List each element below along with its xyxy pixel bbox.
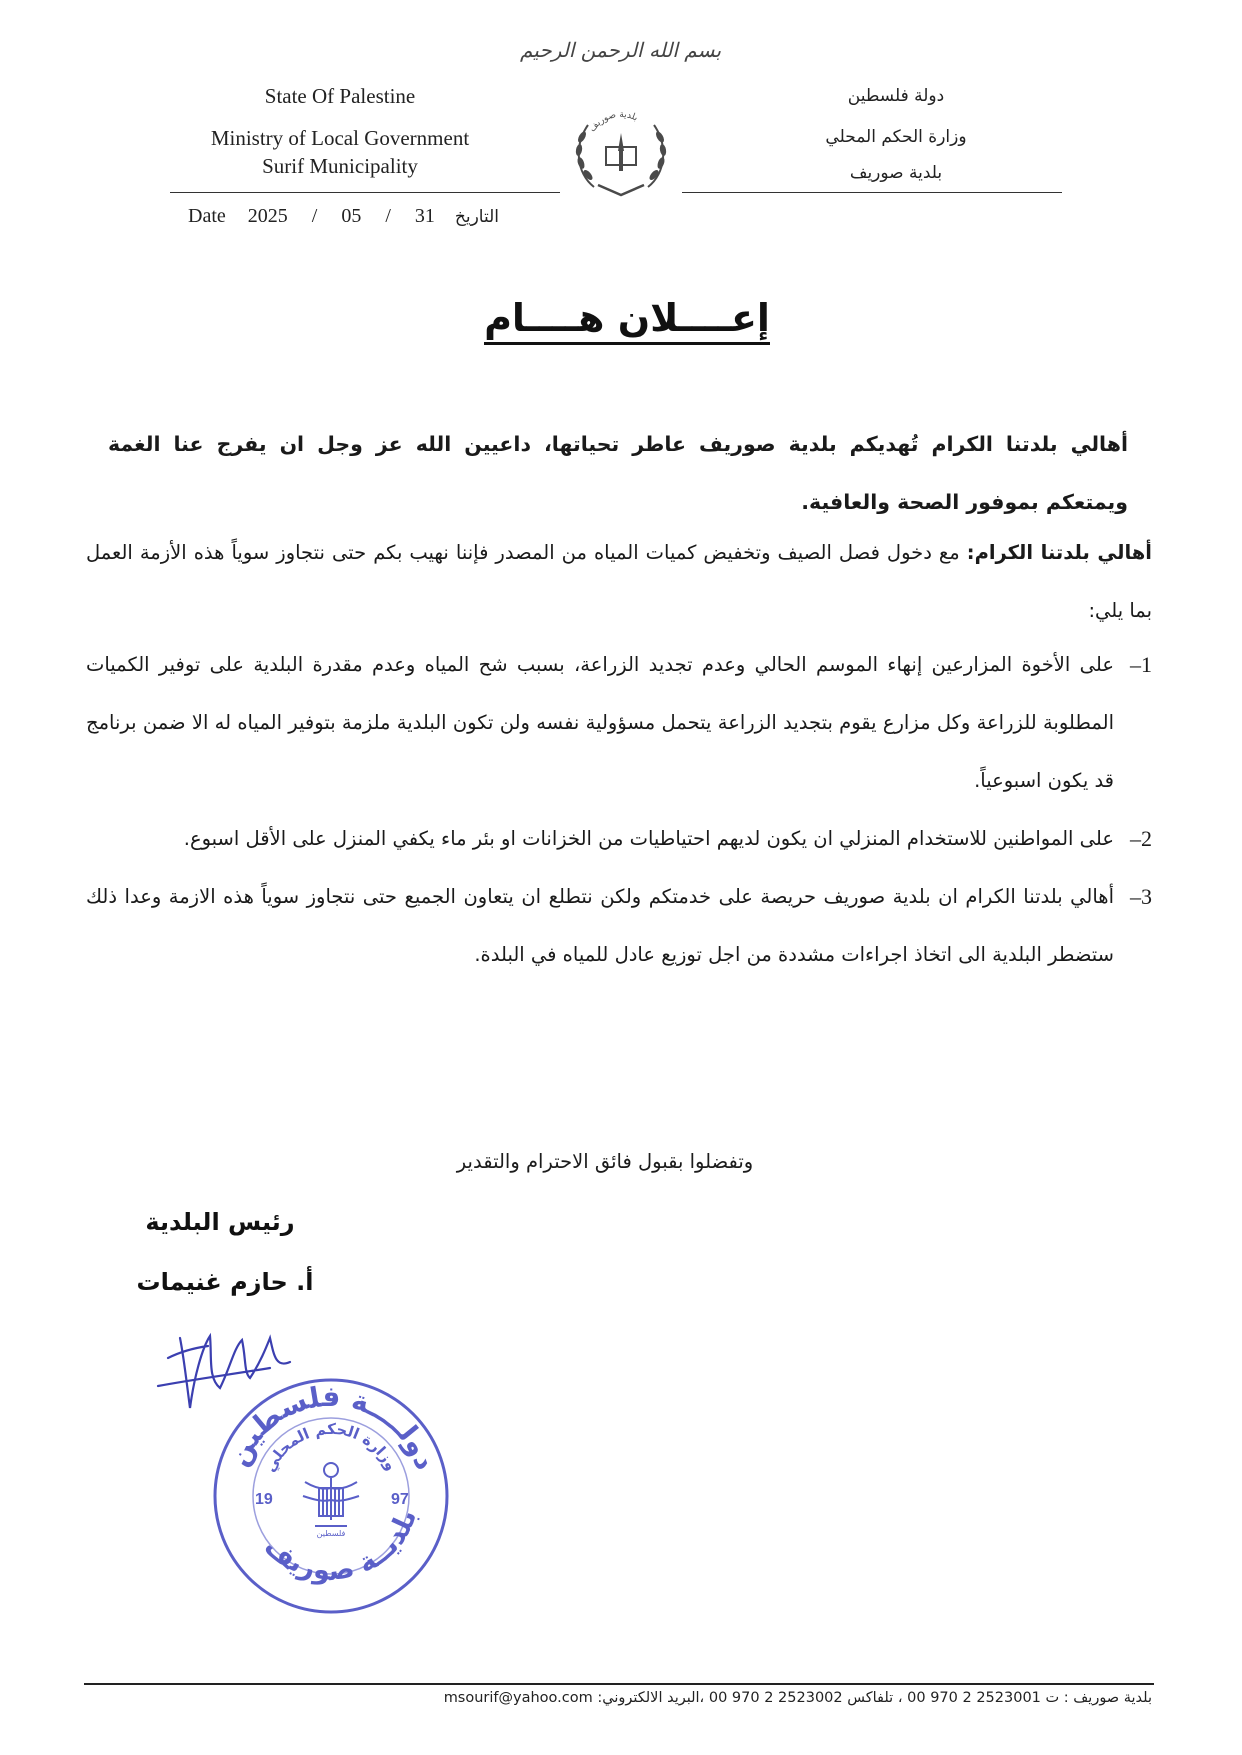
header-en-state: State Of Palestine: [264, 84, 416, 108]
header-rule-right: [682, 192, 1062, 193]
item-text: على المواطنين للاستخدام المنزلي ان يكون لديهم احتياطيات من الخزانات او بئر ماء يكفي المنزل على الأقل اسبوع.: [183, 827, 1114, 850]
municipality-logo-icon: [566, 95, 676, 205]
stamp-year-left: 19: [255, 1491, 273, 1508]
eagle-emblem-icon: [303, 1463, 359, 1526]
header-en-municipality: Surif Municipality: [262, 154, 418, 178]
footer-rule: [84, 1683, 1154, 1685]
signatory-role: رئيس البلدية: [145, 1208, 295, 1236]
svg-text:بلدية صوريف: [588, 110, 640, 134]
greeting-paragraph: أهالي بلدتنا الكرام تُهديكم بلدية صوريف عاطر تحياتها، داعيين الله عز وجل ان يفرج عنا الغمة ويمتعكم بموفور الصحة والعافية.: [108, 432, 1128, 514]
title-wrap: [0, 296, 1242, 345]
items-list: [86, 636, 1152, 984]
header-ar-ministry: وزارة الحكم المحلي: [825, 127, 967, 147]
closing-line: وتفضلوا بقبول فائق الاحترام والتقدير: [456, 1150, 754, 1173]
date-sep-1: /: [311, 205, 318, 227]
date-label-en: Date: [188, 205, 226, 227]
intro-lead: أهالي بلدتنا الكرام:: [966, 541, 1152, 564]
list-item: [86, 636, 1152, 810]
list-item: [86, 810, 1152, 868]
item-number: 2–: [1130, 826, 1152, 851]
intro-paragraph: [86, 524, 1152, 640]
date-month: 05: [341, 205, 362, 227]
announcement-title: إعــــلان هــــام: [484, 296, 770, 345]
date-year: 2025: [247, 205, 288, 227]
stamp-year-right: 97: [391, 1491, 409, 1508]
header-ar-municipality: بلدية صوريف: [849, 163, 943, 183]
official-stamp: [205, 1370, 457, 1622]
date-label-ar: التاريخ: [454, 207, 500, 227]
header-en-ministry: Ministry of Local Government: [210, 126, 470, 150]
stamp-emblem-caption: فلسطين: [316, 1529, 346, 1538]
stamp-bottom-text: بلديــة صوريف: [258, 1506, 423, 1588]
item-number: 3–: [1130, 884, 1152, 909]
item-text: أهالي بلدتنا الكرام ان بلدية صوريف حريصة على خدمتكم ولكن نتطلع ان يتعاون الجميع حتى نتجاوز سوياً هذه الازمة وعدا ذلك ستضطر البلدية الى اتخاذ اجراءات مشددة من اجل توزيع عادل للمياه في البلدة.: [86, 885, 1114, 966]
logo-text: بلدية صوريف: [587, 109, 640, 135]
item-text: على الأخوة المزارعين إنهاء الموسم الحالي وعدم تجديد الزراعة، بسبب شح المياه وعدم مقدرة البلدية على توفير الكميات المطلوبة للزراعة وكل مزارع يقوم بتجديد الزراعة يتحمل مسؤولية نفسه ولن تكون البلدية ملزمة بتوفير المياه له الا ضمن برنامج قد يكون اسبوعياً.: [86, 653, 1114, 792]
svg-text:بلديــة صوريف: [258, 1506, 423, 1587]
header-rule-left: [170, 192, 560, 193]
intro-text: مع دخول فصل الصيف وتخفيض كميات المياه من المصدر فإننا نهيب بكم حتى نتجاوز سوياً هذه الأزمة العمل بما يلي:: [86, 541, 1152, 622]
date-row: [188, 205, 499, 228]
stamp-top-text: دولــــة فلسطين: [221, 1379, 443, 1475]
list-item: [86, 868, 1152, 984]
footer-contact: بلدية صوريف : ت 2523001 2 970 00 ، تلفاكس 2523002 2 970 00 ،البريد الالكتروني: msourif@yahoo.com: [443, 1690, 1152, 1706]
header-ar-state: دولة فلسطين: [847, 86, 945, 106]
date-day: 31: [414, 205, 435, 227]
stamp-middle-text: وزارة الحكم المحلي: [260, 1419, 401, 1475]
date-sep-2: /: [385, 205, 391, 227]
item-number: 1–: [1130, 652, 1152, 677]
basmala: بسم الله الرحمن الرحيم: [520, 38, 722, 62]
signatory-name: أ. حازم غنيمات: [136, 1268, 314, 1296]
